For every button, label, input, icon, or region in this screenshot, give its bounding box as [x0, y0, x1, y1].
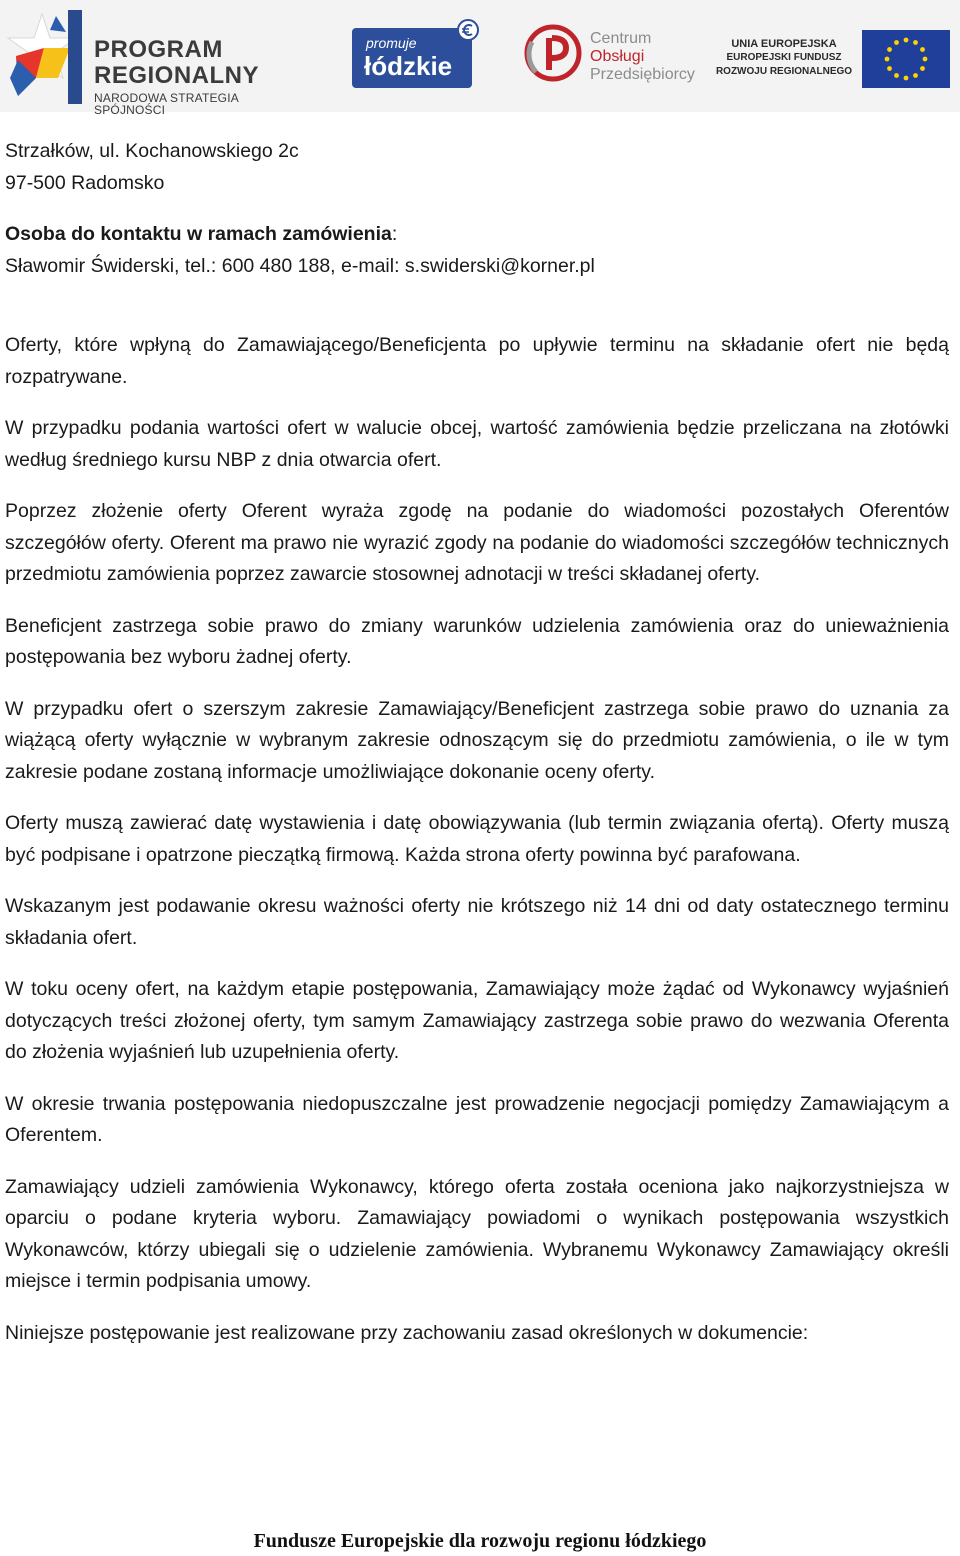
- spacer: [5, 954, 949, 974]
- spacer: [5, 591, 949, 611]
- spacer: [5, 1069, 949, 1089]
- paragraph-currency: W przypadku podania wartości ofert w walucie obcej, wartość zamówienia będzie przeliczana na złotówki według średniego kursu NBP z dnia otwarcia ofert.: [5, 417, 949, 471]
- paragraph-offer-requirements: Oferty muszą zawierać datę wystawienia i datę obowiązywania (lub termin związania ofertą). Oferty muszą być podpisane i opatrzone pieczątką firmową. Każda strona oferty powinna być parafowana.: [5, 812, 949, 866]
- logo-lodzkie-line2: łódzkie: [364, 51, 453, 81]
- logo-centrum-line3: Przedsiębiorcy: [590, 66, 695, 83]
- spacer: [5, 282, 949, 330]
- paragraph-rules: Niniejsze postępowanie jest realizowane przy zachowaniu zasad określonych w dokumencie:: [5, 1321, 809, 1344]
- euro-icon: [456, 18, 480, 42]
- logo-centrum-line2: Obsługi: [590, 48, 645, 65]
- page-footer: Fundusze Europejskie dla rozwoju regionu łódzkiego: [253, 1530, 707, 1552]
- logo-ue-line3: ROZWOJU REGIONALNEGO: [715, 66, 853, 77]
- contact-colon: :: [391, 223, 398, 245]
- centrum-obslugi-logo: [522, 20, 695, 90]
- logo-program-line1: PROGRAM: [94, 36, 223, 63]
- paragraph-validity: Wskazanym jest podawanie okresu ważności oferty nie krótszego niż 14 dni od daty ostatecznego terminu składania ofert.: [5, 895, 949, 949]
- paragraph-negotiations: W okresie trwania postępowania niedopuszczalne jest prowadzenie negocjacji pomiędzy Zamawiającym a Oferentem.: [5, 1092, 949, 1146]
- contact-heading: [5, 219, 949, 251]
- paragraph-late-offers: Oferty, które wpłyną do Zamawiającego/Beneficjenta po upływie terminu na składanie ofert nie będą rozpatrywane.: [5, 334, 949, 388]
- spacer: [5, 871, 949, 891]
- paragraph-clarifications: W toku oceny ofert, na każdym etapie postępowania, Zamawiający może żądać od Wykonawcy wyjaśnień dotyczących treści złożonej oferty, tym samym Zamawiający zastrzega sobie prawo do wezwania Oferenta do złożenia wyjaśnień lub uzupełnienia oferty.: [5, 978, 949, 1063]
- address-street: Strzałków, ul. Kochanowskiego 2c: [5, 140, 299, 162]
- contact-label: Osoba do kontaktu w ramach zamówienia: [5, 223, 392, 245]
- spacer: [5, 476, 949, 496]
- logo-program-line2: REGIONALNY: [94, 62, 260, 89]
- spacer: [5, 1152, 949, 1172]
- logo-lodzkie-line1: promuje: [366, 35, 417, 51]
- spacer: [5, 674, 949, 694]
- spacer: [5, 1298, 949, 1318]
- cop-ring-icon: [522, 22, 584, 84]
- address-city: 97-500 Radomsko: [5, 171, 165, 194]
- document-body: [5, 136, 949, 1349]
- paragraph-award: Zamawiający udzieli zamówienia Wykonawcy, którego oferta została oceniona jako najkorzystniejsza w oparciu o podane kryteria wyboru. Zamawiający powiadomi o wynikach postępowania wszystkich Wykonawców, którzy ubiegali się o udzielenie zamówienia. Wybranemu Wykonawcy Zamawiający określi miejsce i termin podpisania umowy.: [5, 1175, 949, 1292]
- paragraph-rights: Beneficjent zastrzega sobie prawo do zmiany warunków udzielenia zamówienia oraz do unieważnienia postępowania bez wyboru żadnej oferty.: [5, 614, 949, 668]
- logo-ue-line1: UNIA EUROPEJSKA: [731, 38, 837, 50]
- logo-centrum-line1: Centrum: [590, 30, 652, 47]
- paragraph-scope: W przypadku ofert o szerszym zakresie Zamawiający/Beneficjent zastrzega sobie prawo do uznania za wiążącą oferty wyłącznie w wybranym zakresie odnoszącym się do przedmiotu zamówienia, o ile w tym zakresie podane zostaną informacje umożliwiające dokonanie oceny oferty.: [5, 697, 949, 783]
- contact-details: Sławomir Świderski, tel.: 600 480 188, e-mail: s.swiderski@korner.pl: [5, 254, 595, 277]
- program-regionalny-logo: [6, 8, 311, 117]
- logo-bar: [0, 0, 960, 117]
- unia-europejska-logo: [714, 26, 954, 90]
- spacer: [5, 393, 949, 413]
- logo-ue-line2: EUROPEJSKI FUNDUSZ: [726, 52, 842, 63]
- spacer: [5, 199, 949, 219]
- star-icon: [6, 8, 86, 104]
- spacer: [5, 788, 949, 808]
- paragraph-disclosure: Poprzez złożenie oferty Oferent wyraża zgodę na podanie do wiadomości pozostałych Oferentów szczegółów oferty. Oferent ma prawo nie wyrazić zgody na podanie do wiadomości szczegółów technicznych przedmiotu zamówienia poprzez zawarcie stosownej adnotacji w treści składanej oferty.: [5, 500, 949, 585]
- logo-program-line3: NARODOWA STRATEGIA SPÓJNOŚCI: [94, 91, 239, 117]
- promuje-lodzkie-logo: [352, 18, 480, 92]
- eu-flag-icon: [862, 30, 950, 88]
